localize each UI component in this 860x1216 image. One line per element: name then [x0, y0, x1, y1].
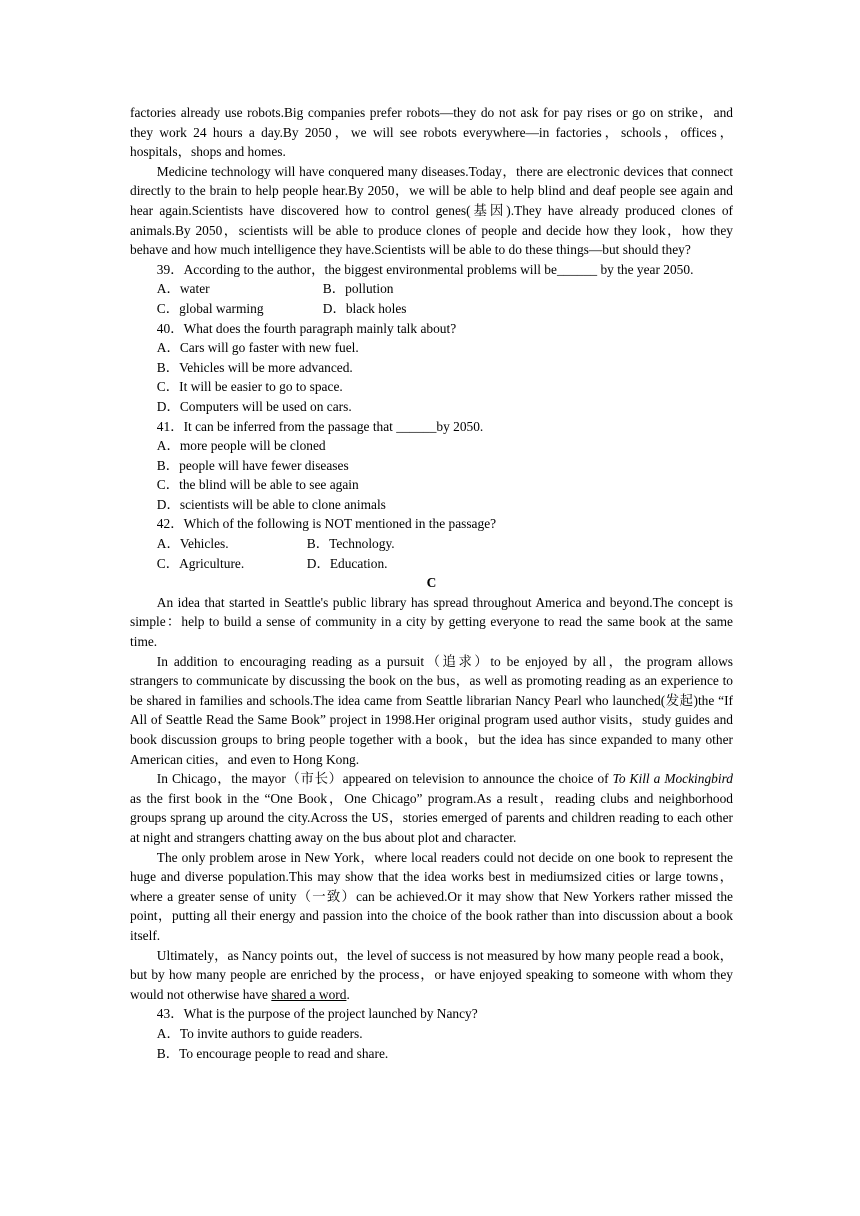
option-41-d: D．scientists will be able to clone animals — [156, 496, 386, 512]
option-42-a: A．Vehicles. — [156, 536, 229, 552]
option-41-c: C．the blind will be able to see again — [156, 477, 359, 493]
paragraph-medicine: Medicine technology will have conquered many diseases.Today，there are electronic devices that connect directly to the brain to help people hear.By 2050，we will be able to help blind and deaf people see again and hear again.Scientists have discovered how to control genes(基因).They have already produced clones of animals.By 2050，scientists will be able to produce clones of people and decide how they look，how they behave and how much intelligence they have.Scientists will be able to do these things—but should they? — [130, 163, 733, 258]
option-39-b: B．pollution — [322, 281, 394, 297]
paragraph-c5-start: Ultimately，as Nancy points out，the level of success is not measured by how many people read a book，but by how many people are enriched by the process，or have enjoyed speaking to someone with whom they would not otherwise have — [130, 947, 733, 1002]
option-41-b: B．people will have fewer diseases — [156, 457, 349, 473]
page-content — [130, 103, 733, 1063]
option-42-c: C．Agriculture. — [156, 555, 245, 571]
option-43-b: B．To encourage people to read and share. — [156, 1045, 389, 1061]
underlined-phrase: shared a word — [271, 986, 347, 1002]
option-42-b: B．Technology. — [306, 536, 395, 552]
option-39-d: D．black holes — [322, 300, 407, 316]
paragraph-robots: factories already use robots.Big companies prefer robots—they do not ask for pay rises or go on strike，and they work 24 hours a day.By 2050，we will see robots everywhere—in factories，schools，offices，hospitals，shops and homes. — [130, 105, 733, 160]
paragraph-c2: In addition to encouraging reading as a pursuit（追求）to be enjoyed by all，the program allows strangers to communicate by discussing the book on the bus，as well as promoting reading as an experience to be shared in families and schools.The idea came from Seattle librarian Nancy Pearl who launched(发起)the “If All of Seattle Read the Same Book” project in 1998.Her original program used author visits，study guides and book discussion groups to bring people together with a book，but the idea has since expanded to many other American cities，and even to Hong Kong. — [130, 653, 733, 767]
question-39-options-row-2 — [130, 299, 733, 319]
question-43: 43．What is the purpose of the project launched by Nancy? — [156, 1006, 478, 1022]
option-40-d: D．Computers will be used on cars. — [156, 398, 352, 414]
option-43-a: A．To invite authors to guide readers. — [156, 1025, 363, 1041]
question-39: 39．According to the author，the biggest environmental problems will be______ by the year 2050. — [156, 261, 694, 277]
question-39-options-row-1 — [130, 279, 733, 299]
paragraph-c3 — [130, 769, 733, 847]
paragraph-c3-start: In Chicago，the mayor（市长）appeared on television to announce the choice of — [156, 771, 613, 787]
paragraph-c5 — [130, 946, 733, 1005]
option-40-b: B．Vehicles will be more advanced. — [156, 359, 353, 375]
paragraph-c5-end: . — [346, 986, 350, 1002]
book-title: To Kill a Mockingbird — [612, 771, 733, 787]
option-39-c: C．global warming — [156, 300, 264, 316]
option-42-d: D．Education. — [306, 555, 388, 571]
section-heading-c: C — [426, 575, 437, 591]
question-40: 40．What does the fourth paragraph mainly talk about? — [156, 320, 457, 336]
option-39-a: A．water — [156, 281, 210, 297]
option-40-a: A．Cars will go faster with new fuel. — [156, 340, 359, 356]
paragraph-c4: The only problem arose in New York，where local readers could not decide on one book to represent the huge and diverse population.This may show that the idea works best in mediumsized cities or large towns，where a greater sense of unity（一致）can be achieved.Or it may show that New Yorkers rather missed the point，putting all their energy and passion into the choice of the book rather than into discussion about a book itself. — [130, 849, 733, 943]
paragraph-c1: An idea that started in Seattle's public library has spread throughout America and beyond.The concept is simple：help to build a sense of community in a city by getting everyone to read the same book at the same time. — [130, 594, 733, 650]
paragraph-c3-end: as the first book in the “One Book，One Chicago” program.As a result，reading clubs and neighborhood groups sprang up around the city.Across the US，stories emerged of parents and children reading to each other at night and strangers chatting away on the bus about plot and character. — [130, 790, 733, 845]
option-41-a: A．more people will be cloned — [156, 438, 326, 454]
question-42: 42．Which of the following is NOT mentioned in the passage? — [156, 516, 497, 532]
option-40-c: C．It will be easier to go to space. — [156, 379, 343, 395]
question-42-options-row-2 — [130, 554, 733, 574]
question-41: 41．It can be inferred from the passage that ______by 2050. — [156, 418, 484, 434]
question-42-options-row-1 — [130, 534, 733, 554]
